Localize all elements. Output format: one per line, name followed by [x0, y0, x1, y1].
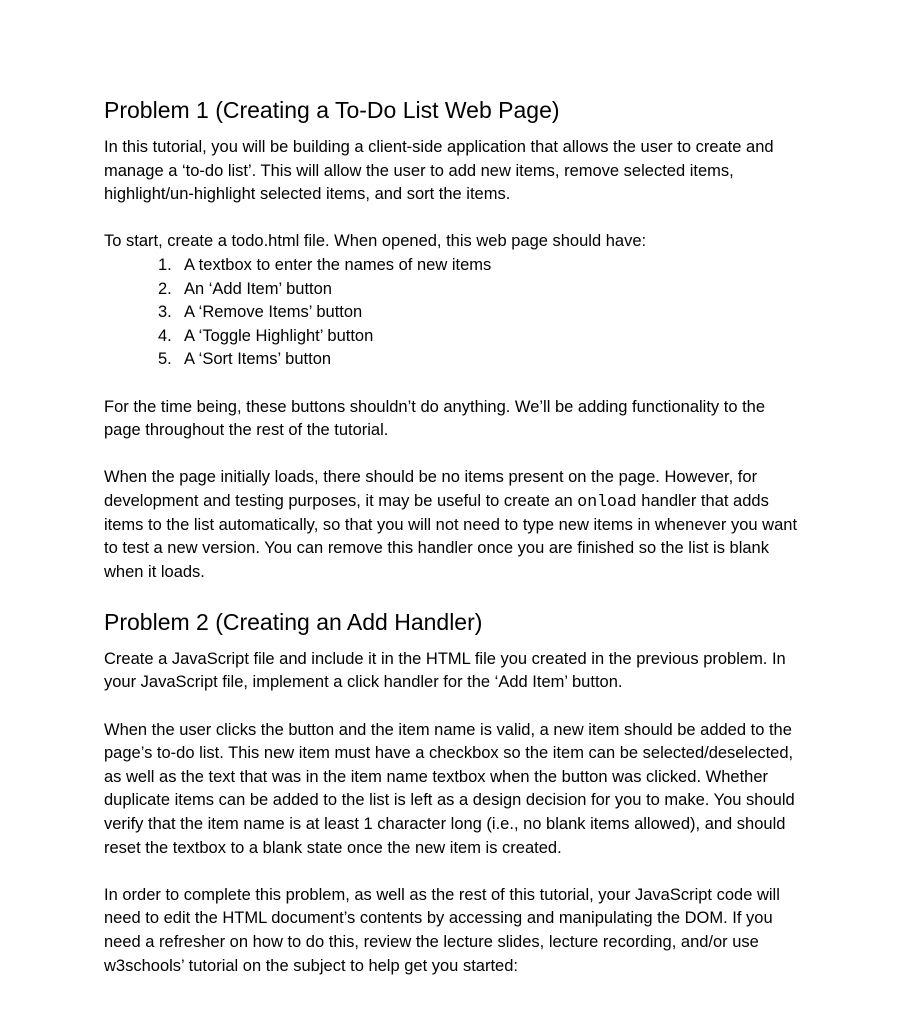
problem2-dom-paragraph: In order to complete this problem, as well as the rest of this tutorial, your JavaScript code will need to edit the HTML document’s contents by accessing and manipulating the DOM. If you need a refresher on how to do this, review the lecture slides, lecture recording, and/or use w3schools’ tutorial on the subject to help get you started: — [104, 885, 780, 975]
list-item: 1. A textbox to enter the names of new items — [158, 255, 492, 274]
problem1-heading: Problem 1 (Creating a To-Do List Web Page) — [104, 97, 560, 123]
problem1-intro-paragraph: In this tutorial, you will be building a client-side application that allows the user to create and manage a ‘to-do list’. This will allow the user to add new items, remove selected items, highlight/un-highlight selected items, and sort the items. — [104, 138, 774, 204]
problem2-details-paragraph: When the user clicks the button and the item name is valid, a new item should be added to the page’s to-do list. This new item must have a checkbox so the item can be selected/deselected, as well as the text that was in the item name textbox when the button was clicked. Whether duplicate items can be added to the list is left as a design decision for you to make. You should verify that the item name is at least 1 character long (i.e., no blank items allowed), and should reset the textbox to a blank state once the new item is created. — [104, 720, 795, 857]
problem1-start-paragraph: To start, create a todo.html file. When opened, this web page should have: — [104, 232, 647, 251]
problem2-intro-paragraph: Create a JavaScript file and include it in the HTML file you created in the previous problem. In your JavaScript file, implement a click handler for the ‘Add Item’ button. — [104, 649, 786, 692]
list-item: 2. An ‘Add Item’ button — [158, 279, 332, 298]
problem1-onload-paragraph: When the page initially loads, there should be no items present on the page. However, for development and testing purposes, it may be useful to create an onload handler that adds items to the list automatically, so that you will not need to type new items in whenever you want to test a new version. You can remove this handler once you are finished so the list is blank when it loads. — [104, 468, 798, 581]
list-item: 4. A ‘Toggle Highlight’ button — [158, 326, 374, 345]
document-page — [104, 96, 804, 1002]
list-item: 5. A ‘Sort Items’ button — [158, 350, 332, 369]
requirements-list — [104, 254, 804, 372]
problem2-heading: Problem 2 (Creating an Add Handler) — [104, 608, 483, 635]
list-item: 3. A ‘Remove Items’ button — [158, 303, 363, 322]
problem1-time-being-paragraph: For the time being, these buttons shouldn’t do anything. We’ll be adding functionality to the page throughout the rest of the tutorial. — [104, 397, 766, 440]
onload-code: onload — [577, 491, 637, 511]
